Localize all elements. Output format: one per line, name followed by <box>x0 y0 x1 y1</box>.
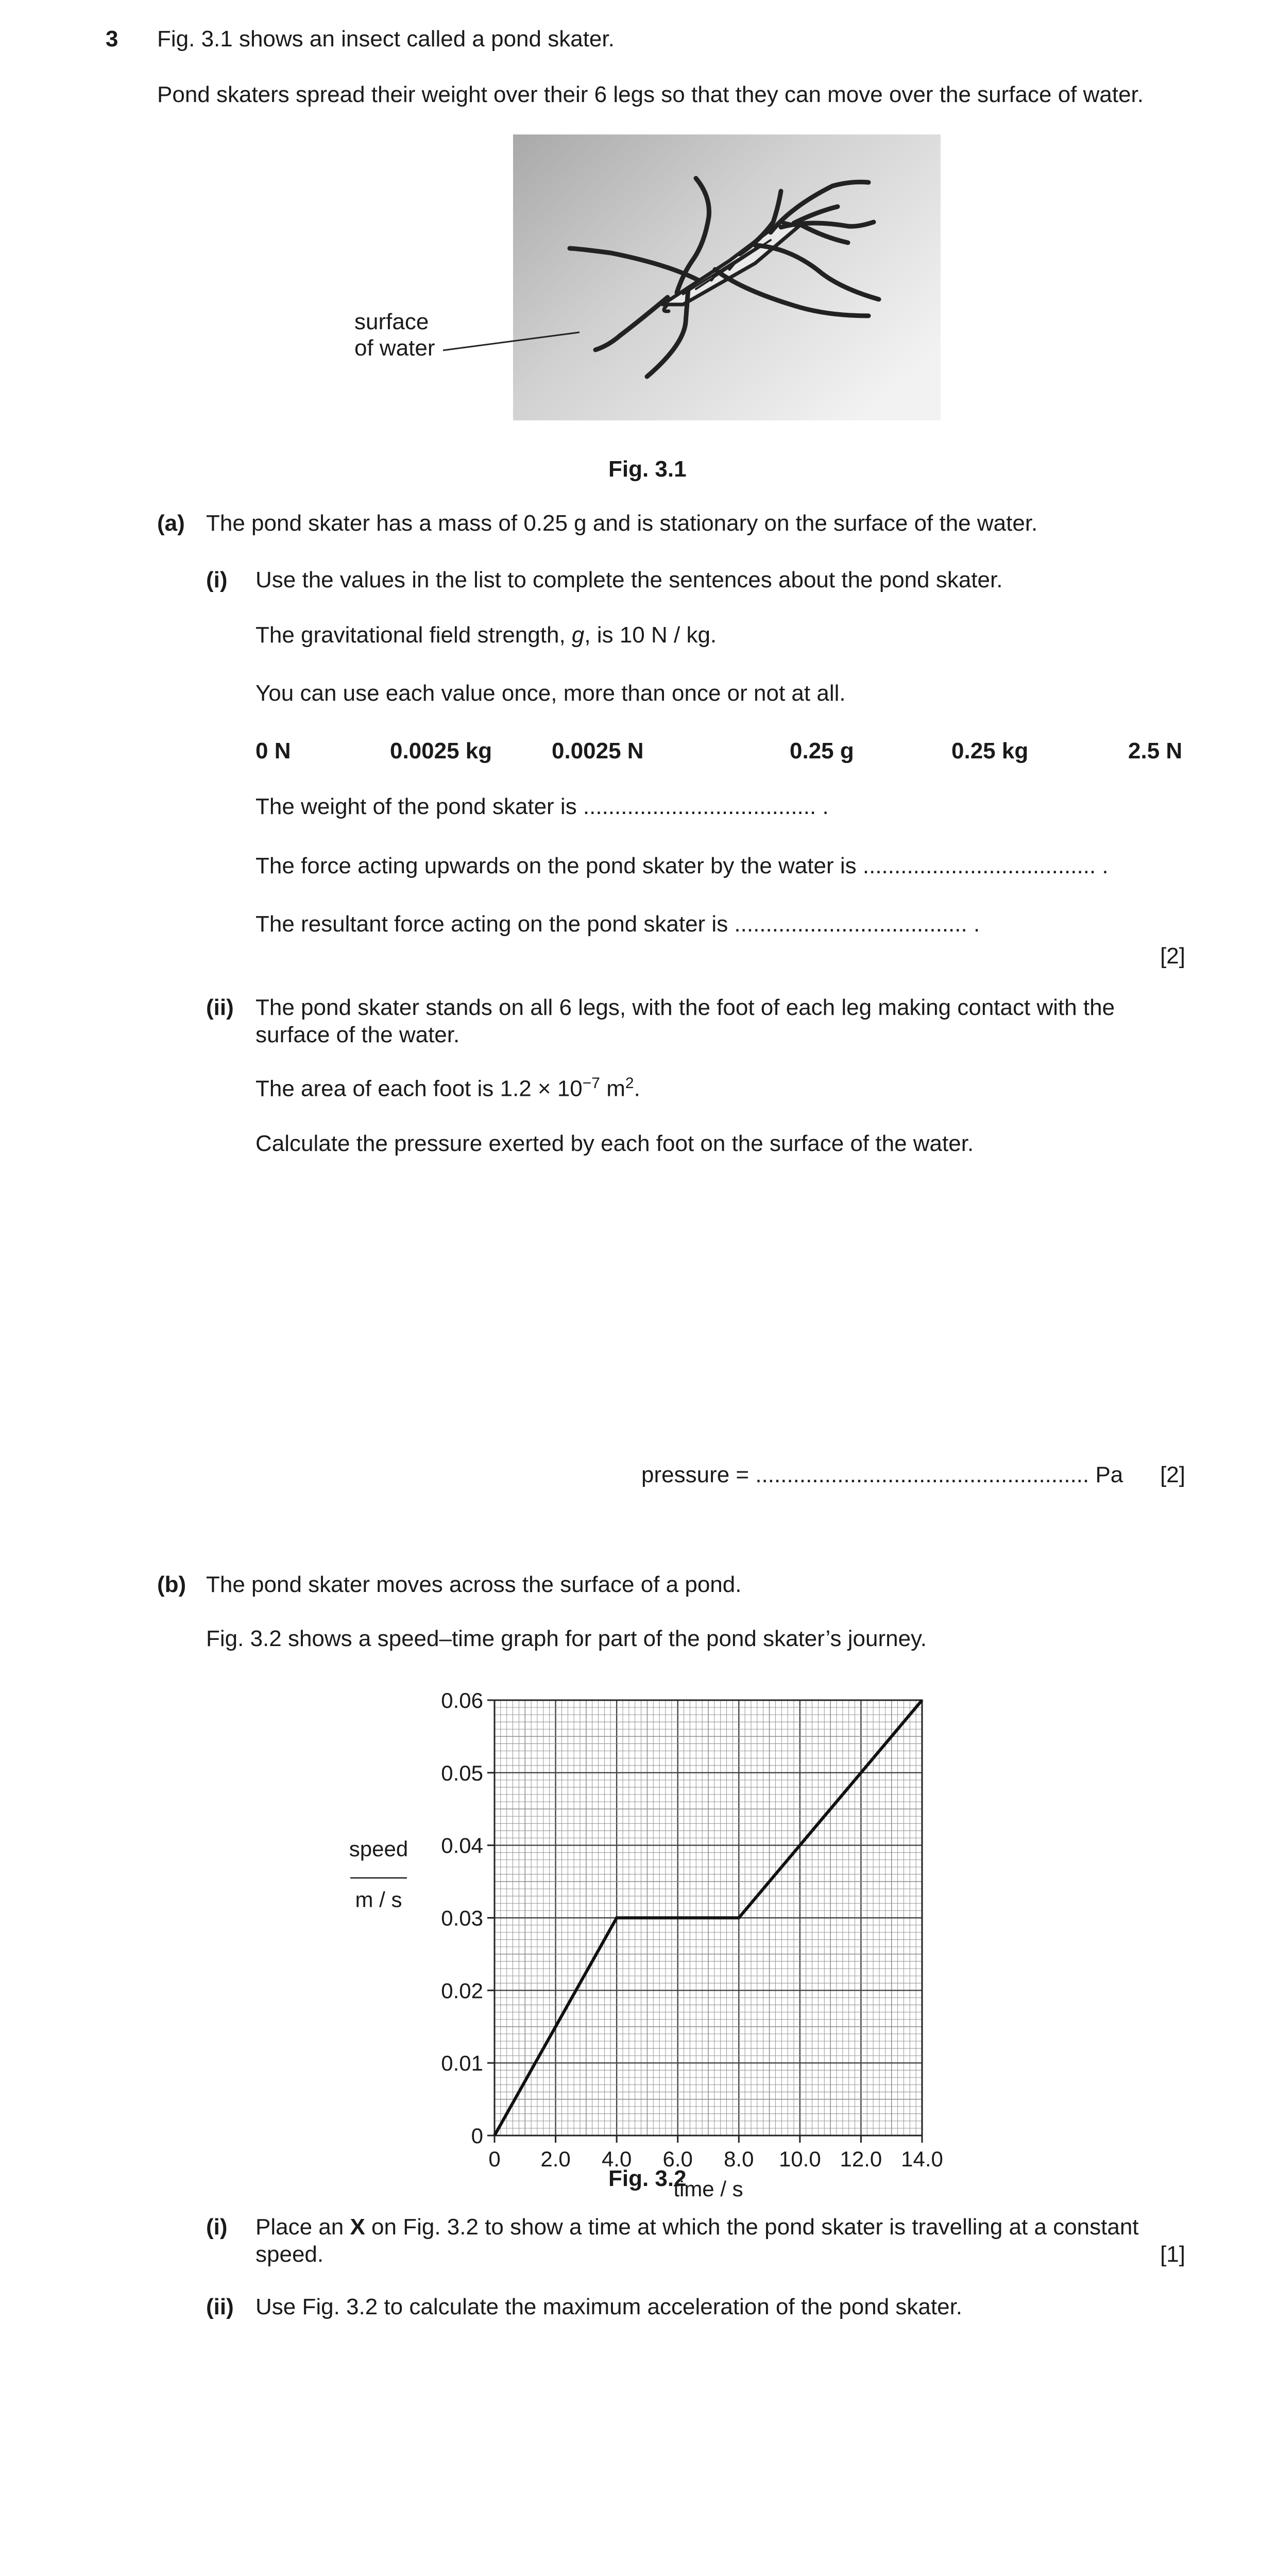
x-tick-label: 14.0 <box>901 2147 943 2171</box>
fig31-caption: Fig. 3.1 <box>608 456 687 482</box>
area-unit-exponent: 2 <box>625 1075 634 1092</box>
x-tick-label: 0 <box>488 2147 501 2171</box>
part-a-letter: (a) <box>157 511 185 536</box>
x-tick-label: 12.0 <box>840 2147 882 2171</box>
y-tick-label: 0.02 <box>441 1978 483 2003</box>
part-b-i-text-a: Place an <box>255 2214 350 2240</box>
area-end: . <box>634 1076 640 1101</box>
foot-area-sentence <box>255 1074 640 1103</box>
value-option-3: 0.0025 N <box>552 738 644 764</box>
value-option-1: 0 N <box>255 738 291 764</box>
x-tick-label: 8.0 <box>724 2147 754 2171</box>
part-a-ii-line2: surface of the water. <box>255 1022 460 1047</box>
fig31-label-pointer <box>443 322 598 358</box>
part-b-letter: (b) <box>157 1572 186 1597</box>
y-tick-label: 0.05 <box>441 1760 483 1785</box>
part-a-ii-calc: Calculate the pressure exerted by each foot on the surface of the water. <box>255 1131 974 1156</box>
value-option-6: 2.5 N <box>1128 738 1183 764</box>
part-b-i-x: X <box>350 2214 365 2240</box>
x-tick-label: 6.0 <box>662 2147 693 2171</box>
x-axis-label: time / s <box>673 2177 743 2201</box>
value-option-4: 0.25 g <box>790 738 854 764</box>
area-prefix: The area of each foot is 1.2 × 10 <box>255 1076 583 1101</box>
intro-line-2: Pond skaters spread their weight over their 6 legs so that they can move over the surface of water. <box>157 82 1144 107</box>
part-a-ii-line1: The pond skater stands on all 6 legs, with the foot of each leg making contact with the <box>255 995 1115 1020</box>
y-tick-label: 0.06 <box>441 1688 483 1713</box>
weight-sentence[interactable]: The weight of the pond skater is ..................................... . <box>255 794 829 819</box>
surface-label-line1: surface <box>354 309 429 334</box>
part-a-ii-num: (ii) <box>206 995 234 1020</box>
part-b-i-line2: speed. <box>255 2242 324 2267</box>
part-a-i-num: (i) <box>206 567 228 592</box>
fig32-caption: Fig. 3.2 <box>608 2166 687 2191</box>
part-a-i-marks: [2] <box>1160 943 1185 969</box>
use-once-text: You can use each value once, more than once or not at all. <box>255 681 846 706</box>
pond-skater-photo <box>513 134 941 420</box>
part-b-i-line1 <box>255 2214 1139 2241</box>
intro-line-1: Fig. 3.1 shows an insect called a pond skater. <box>157 26 615 52</box>
area-exponent: −7 <box>582 1075 600 1092</box>
y-tick-label: 0 <box>471 2124 483 2148</box>
resultant-force-sentence[interactable]: The resultant force acting on the pond skater is ..................................... . <box>255 911 980 937</box>
question-number: 3 <box>106 26 118 52</box>
gravity-sentence <box>255 622 717 649</box>
y-tick-label: 0.04 <box>441 1833 483 1858</box>
part-a-i-instruction: Use the values in the list to complete the sentences about the pond skater. <box>255 567 1003 592</box>
gravity-prefix: The gravitational field strength, <box>255 622 572 648</box>
gravity-suffix: , is 10 N / kg. <box>584 622 717 648</box>
area-unit: m <box>600 1076 625 1101</box>
part-b-i-num: (i) <box>206 2214 228 2240</box>
part-b-ii-text: Use Fig. 3.2 to calculate the maximum acceleration of the pond skater. <box>255 2294 963 2319</box>
part-b-i-text-b: on Fig. 3.2 to show a time at which the pond skater is travelling at a constant <box>365 2214 1139 2240</box>
part-b-graph-intro: Fig. 3.2 shows a speed–time graph for part of the pond skater’s journey. <box>206 1626 927 1651</box>
part-b-ii-num: (ii) <box>206 2294 234 2319</box>
value-option-5: 0.25 kg <box>951 738 1029 764</box>
surface-label-line2: of water <box>354 335 435 361</box>
y-axis-label-bottom: m / s <box>355 1887 402 1912</box>
x-tick-label: 4.0 <box>601 2147 632 2171</box>
y-tick-label: 0.01 <box>441 2051 483 2076</box>
surface-of-water-label <box>354 309 435 361</box>
part-a-ii-marks: [2] <box>1160 1462 1185 1487</box>
part-b-i-marks: [1] <box>1160 2242 1185 2267</box>
upward-force-sentence[interactable]: The force acting upwards on the pond skater by the water is ..................................... . <box>255 853 1109 878</box>
x-tick-label: 10.0 <box>778 2147 821 2171</box>
y-axis-label-top: speed <box>349 1836 408 1861</box>
x-tick-label: 2.0 <box>540 2147 571 2171</box>
gravity-symbol: g <box>571 622 585 648</box>
part-b-stem: The pond skater moves across the surface of a pond. <box>206 1572 742 1597</box>
value-option-2: 0.0025 kg <box>390 738 492 764</box>
pressure-answer-line[interactable]: pressure = ..................................................... Pa <box>641 1462 1123 1487</box>
part-a-stem: The pond skater has a mass of 0.25 g and is stationary on the surface of the water. <box>206 511 1038 536</box>
y-tick-label: 0.03 <box>441 1906 483 1930</box>
